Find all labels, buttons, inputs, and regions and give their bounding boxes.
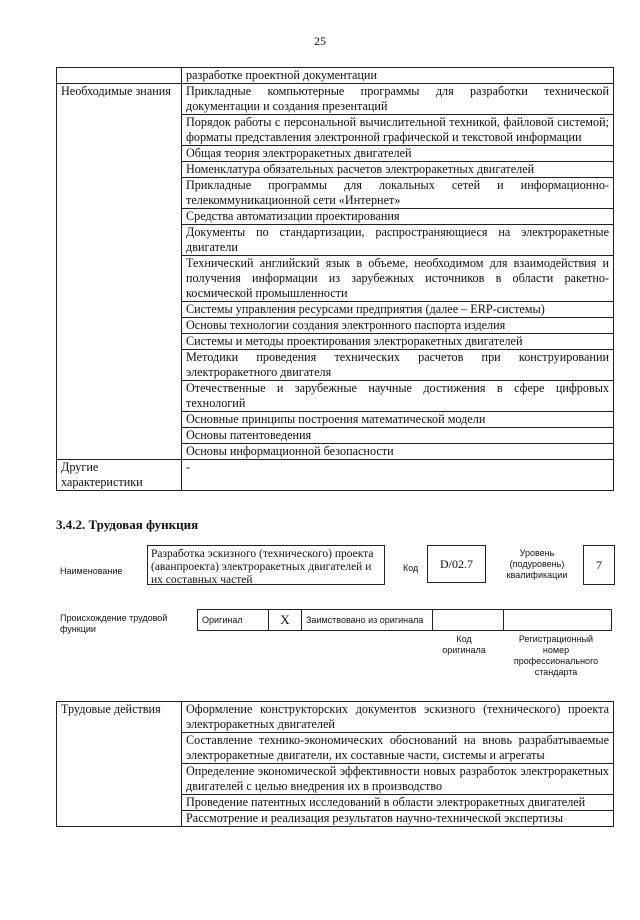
- qualification-level-label: Уровень (подуровень) квалификации: [506, 548, 568, 580]
- original-code-caption: Код оригинала: [442, 634, 486, 655]
- registration-number-cell: [504, 610, 612, 631]
- qualification-level-value: 7: [583, 545, 615, 585]
- knowledge-item: Средства автоматизации проектирования: [182, 209, 614, 225]
- knowledge-item: Номенклатура обязательных расчетов электроракетных двигателей: [182, 162, 614, 178]
- original-label: Оригинал: [198, 610, 269, 631]
- section-heading: 3.4.2. Трудовая функция: [56, 517, 199, 532]
- table-row: [57, 460, 614, 491]
- other-characteristics-value: -: [182, 460, 614, 491]
- knowledge-item: Прикладные компьютерные программы для разработки технической документации и создания презентаций: [182, 84, 614, 115]
- labor-actions-table: [56, 701, 614, 827]
- knowledge-item: Порядок работы с персональной вычислительной техникой, файловой системой; форматы представления электронной графической и текстовой информации: [182, 115, 614, 146]
- knowledge-item: Основные принципы построения математической модели: [182, 412, 614, 428]
- knowledge-item: Отечественные и зарубежные научные достижения в сфере цифровых технологий: [182, 381, 614, 412]
- required-knowledge-label: Необходимые знания: [57, 84, 182, 460]
- knowledge-item: Общая теория электроракетных двигателей: [182, 146, 614, 162]
- origin-label: Происхождение трудовой функции: [60, 613, 168, 634]
- table-row: [57, 68, 614, 84]
- labor-action-item: Определение экономической эффективности новых разработок электроракетных двигателей с целью внедрения их в производство: [182, 764, 614, 795]
- empty-cell: [57, 68, 182, 84]
- knowledge-item: Основы информационной безопасности: [182, 444, 614, 460]
- table-row: [198, 610, 612, 631]
- original-mark: X: [269, 610, 302, 631]
- knowledge-item: Документы по стандартизации, распространяющиеся на электроракетные двигатели: [182, 225, 614, 256]
- other-characteristics-label: Другие характеристики: [57, 460, 182, 491]
- original-code-cell: [433, 610, 504, 631]
- labor-action-item: Проведение патентных исследований в области электроракетных двигателей: [182, 795, 614, 811]
- labor-action-item: Рассмотрение и реализация результатов научно-технической экспертизы: [182, 811, 614, 827]
- knowledge-item: Системы управления ресурсами предприятия (далее – ERP-системы): [182, 302, 614, 318]
- registration-number-caption: Регистрационный номер профессионального стандарта: [513, 634, 599, 677]
- borrowed-label: Заимствовано из оригинала: [302, 610, 433, 631]
- code-value: D/02.7: [427, 545, 486, 583]
- continued-text-cell: разработке проектной документации: [182, 68, 614, 84]
- labor-action-item: Оформление конструкторских документов эскизного (технического) проекта электроракетных двигателей: [182, 702, 614, 733]
- knowledge-item: Технический английский язык в объеме, необходимом для взаимодействия и получения информации из зарубежных источников в области ракетно-космической промышленности: [182, 256, 614, 302]
- labor-actions-label: Трудовые действия: [57, 702, 182, 827]
- function-name-value: Разработка эскизного (технического) проекта (аванпроекта) электроракетных двигателей и их составных частей: [147, 545, 385, 585]
- knowledge-item: Прикладные программы для локальных сетей и информационно-телекоммуникационной сети «Интернет»: [182, 178, 614, 209]
- knowledge-table: [56, 67, 614, 491]
- knowledge-item: Системы и методы проектирования электроракетных двигателей: [182, 334, 614, 350]
- page-number: 25: [314, 34, 326, 48]
- knowledge-item: Основы технологии создания электронного паспорта изделия: [182, 318, 614, 334]
- origin-table: [197, 609, 612, 631]
- knowledge-item: Основы патентоведения: [182, 428, 614, 444]
- name-label: Наименование: [60, 566, 123, 576]
- labor-action-item: Составление технико-экономических обоснований на вновь разрабатываемые электроракетные двигатели, их составные части, системы и агрегаты: [182, 733, 614, 764]
- table-row: [57, 702, 614, 733]
- table-row: [57, 84, 614, 115]
- knowledge-item: Методики проведения технических расчетов при конструировании электроракетного двигателя: [182, 350, 614, 381]
- code-label: Код: [403, 563, 419, 573]
